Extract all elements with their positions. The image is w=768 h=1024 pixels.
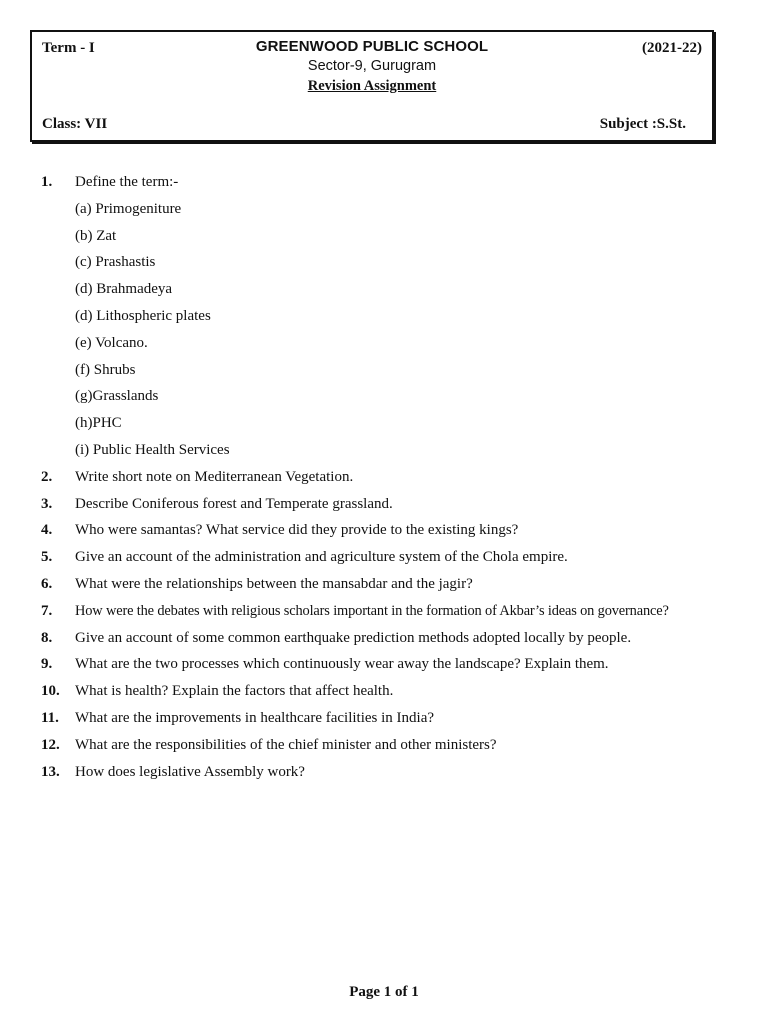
- question-text: (g)Grasslands: [75, 388, 159, 405]
- question-text: (a) Primogeniture: [75, 200, 182, 217]
- question-row: [0, 440, 768, 467]
- question-number: 4.: [41, 522, 53, 539]
- question-row: [0, 172, 768, 199]
- question-row: [0, 360, 768, 387]
- question-text: Define the term:-: [75, 174, 179, 190]
- question-number: 1.: [41, 174, 53, 190]
- question-row: [0, 199, 768, 226]
- question-text: (h)PHC: [75, 415, 122, 432]
- question-row: [0, 494, 768, 521]
- question-text: Who were samantas? What service did they provide to the existing kings?: [75, 522, 519, 539]
- question-text: (d) Brahmadeya: [75, 281, 173, 298]
- question-text: What were the relationships between the mansabdar and the jagir?: [75, 575, 473, 592]
- question-number: 11.: [41, 709, 59, 726]
- academic-year: (2021-22): [642, 40, 702, 56]
- question-text: (e) Volcano.: [75, 334, 148, 351]
- question-number: 5.: [41, 549, 53, 566]
- question-text: (f) Shrubs: [75, 361, 136, 378]
- question-row: [0, 226, 768, 253]
- school-address: Sector-9, Gurugram: [307, 58, 437, 74]
- question-row: [0, 386, 768, 413]
- question-text: How does legislative Assembly work?: [75, 763, 305, 780]
- question-number: 8.: [41, 629, 53, 646]
- question-row: [0, 762, 768, 789]
- question-number: 7.: [41, 602, 53, 619]
- question-row: [0, 467, 768, 494]
- question-text: Describe Coniferous forest and Temperate grassland.: [75, 495, 393, 512]
- school-name: GREENWOOD PUBLIC SCHOOL: [255, 38, 489, 55]
- question-text: (c) Prashastis: [75, 254, 156, 271]
- question-text: What is health? Explain the factors that affect health.: [75, 683, 394, 700]
- header-box: [30, 30, 714, 142]
- question-row: [0, 252, 768, 279]
- question-row: [0, 306, 768, 333]
- question-number: 2.: [41, 468, 53, 485]
- term-label: Term - I: [42, 40, 95, 56]
- question-number: 9.: [41, 656, 53, 673]
- question-text: Give an account of some common earthquake prediction methods adopted locally by people.: [75, 629, 632, 646]
- question-row: [0, 601, 768, 628]
- question-text: What are the improvements in healthcare facilities in India?: [75, 709, 435, 726]
- question-row: [0, 735, 768, 762]
- question-row: [0, 520, 768, 547]
- question-number: 10.: [41, 683, 60, 700]
- question-text: (i) Public Health Services: [75, 441, 230, 458]
- assignment-title: Revision Assignment: [307, 78, 437, 94]
- page-number: Page 1 of 1: [349, 984, 419, 1000]
- question-row: [0, 547, 768, 574]
- subject-label: Subject :S.St.: [599, 116, 686, 132]
- question-text: (d) Lithospheric plates: [75, 307, 211, 324]
- question-row: [0, 413, 768, 440]
- question-row: [0, 681, 768, 708]
- question-text: How were the debates with religious scholars important in the formation of Akbar’s ideas on governance?: [75, 602, 669, 619]
- question-text: What are the two processes which continuously wear away the landscape? Explain them.: [75, 656, 609, 673]
- question-number: 13.: [41, 763, 60, 780]
- question-list: [0, 172, 768, 788]
- question-number: 6.: [41, 575, 53, 592]
- question-text: Give an account of the administration and agriculture system of the Chola empire.: [75, 549, 568, 566]
- question-row: [0, 574, 768, 601]
- question-row: [0, 279, 768, 306]
- question-text: What are the responsibilities of the chief minister and other ministers?: [75, 736, 497, 753]
- question-row: [0, 708, 768, 735]
- question-number: 3.: [41, 495, 53, 512]
- question-row: [0, 333, 768, 360]
- question-row: [0, 628, 768, 655]
- question-row: [0, 654, 768, 681]
- question-text: (b) Zat: [75, 227, 117, 244]
- class-label: Class: VII: [42, 116, 108, 132]
- question-number: 12.: [41, 736, 60, 753]
- question-text: Write short note on Mediterranean Vegetation.: [75, 468, 354, 485]
